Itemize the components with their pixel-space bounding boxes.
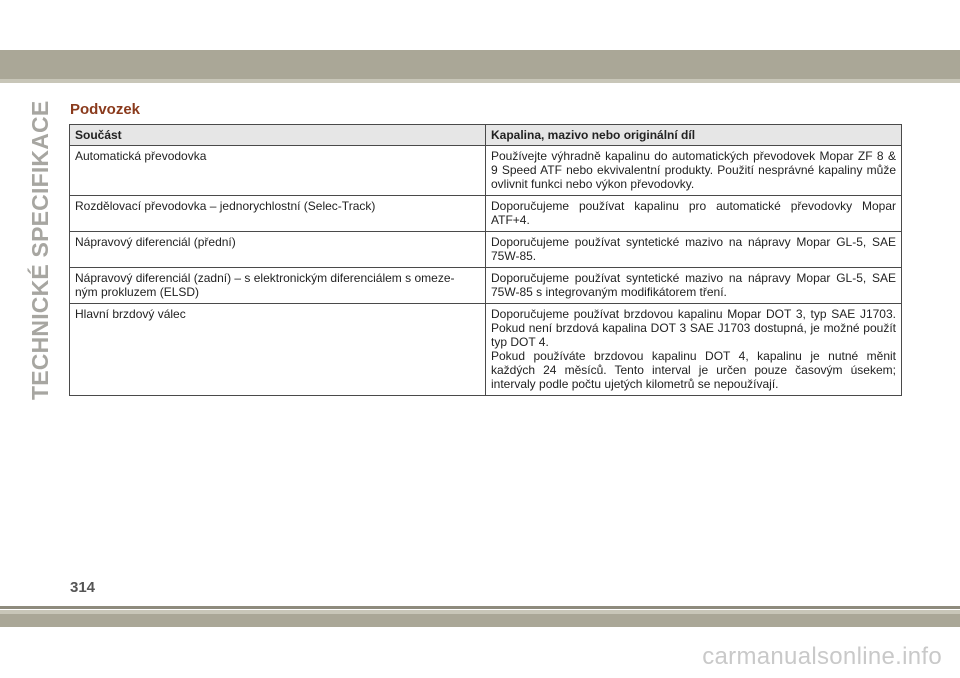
table-cell-spec: Doporučujeme používat kapalinu pro automatické převodovky Mopar ATF+4.: [486, 196, 902, 232]
table-cell-part: Nápravový diferenciál (zadní) – s elektronickým diferenciálem s omeze- ným prokluzem (ELSD): [70, 268, 486, 304]
column-header-spec: Kapalina, mazivo nebo originální díl: [486, 125, 902, 146]
column-header-part: Součást: [70, 125, 486, 146]
bottom-decorative-band: [0, 614, 960, 627]
fluids-specification-table: [69, 124, 902, 396]
table-cell-spec: Doporučujeme používat syntetické mazivo na nápravy Mopar GL-5, SAE 75W-85 s integrovaným modifikátorem tření.: [486, 268, 902, 304]
table-row: [70, 268, 902, 304]
table-cell-spec: Doporučujeme používat syntetické mazivo na nápravy Mopar GL-5, SAE 75W-85.: [486, 232, 902, 268]
table-row: [70, 196, 902, 232]
side-chapter-title: [26, 100, 54, 400]
table-header-row: [70, 125, 902, 146]
table-cell-part: Hlavní brzdový válec: [70, 304, 486, 396]
bottom-decorative-line-dark: [0, 606, 960, 609]
side-chapter-title-text: TECHNICKÉ SPECIFIKACE: [27, 100, 53, 400]
table-cell-part: Rozdělovací převodovka – jednorychlostní (Selec-Track): [70, 196, 486, 232]
section-title: Podvozek: [70, 101, 141, 118]
table-row: [70, 304, 902, 396]
top-decorative-band: [0, 50, 960, 79]
table-cell-part: Nápravový diferenciál (přední): [70, 232, 486, 268]
table-row: [70, 146, 902, 196]
table-cell-spec: Doporučujeme používat brzdovou kapalinu Mopar DOT 3, typ SAE J1703. Pokud není brzdová kapalina DOT 3 SAE J1703 dostupná, je možné použít typ DOT 4. Pokud používáte brzdovou kapalinu DOT 4, kapalinu je nutné měnit každých 24 měsíců. Tento interval je určen pouze časovým úsekem; intervaly podle počtu ujetých kilometrů se nepoužívají.: [486, 304, 902, 396]
table-row: [70, 232, 902, 268]
watermark-text: carmanualsonline.info: [702, 643, 942, 670]
table-cell-spec: Používejte výhradně kapalinu do automatických převodovek Mopar ZF 8 & 9 Speed ATF nebo ekvivalentní produkty. Použití nesprávné kapaliny může ovlivnit funkci nebo výkon převodovky.: [486, 146, 902, 196]
top-decorative-line: [0, 79, 960, 83]
table-cell-part: Automatická převodovka: [70, 146, 486, 196]
page-number: 314: [70, 579, 96, 596]
